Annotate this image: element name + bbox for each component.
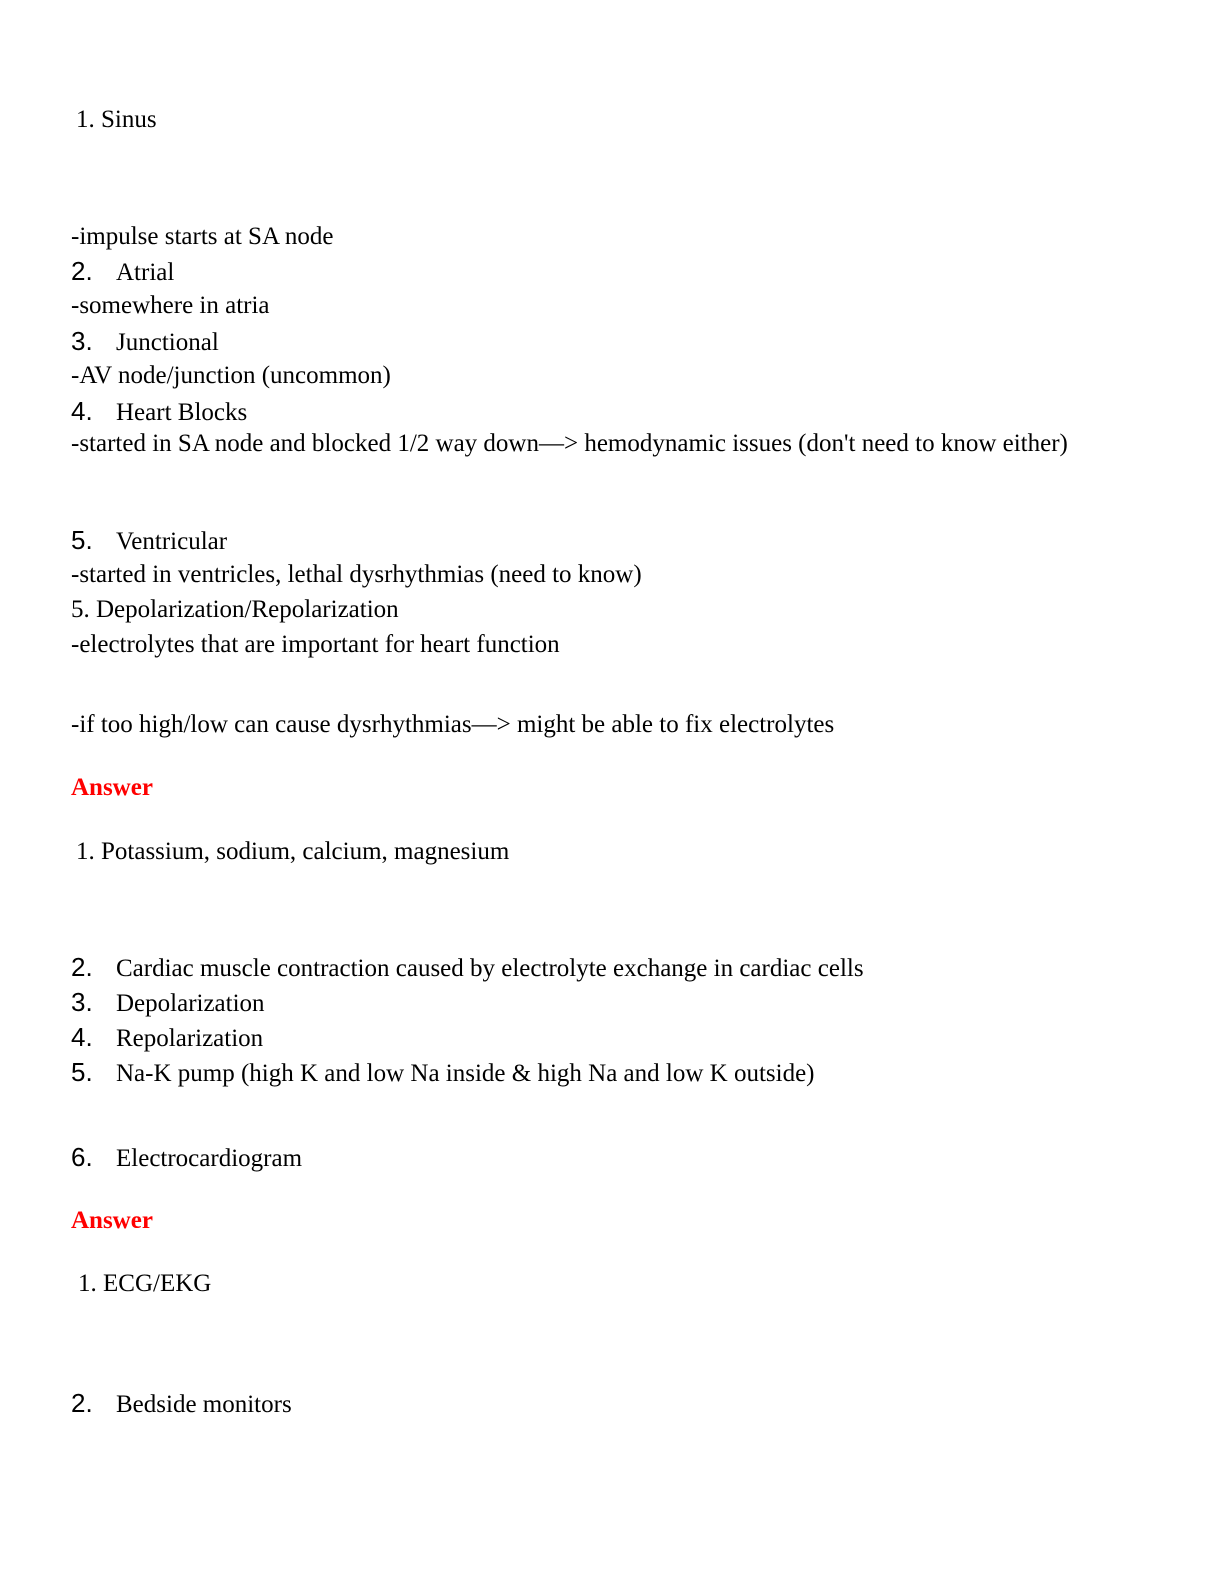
- list-text: Potassium, sodium, calcium, magnesium: [101, 838, 510, 865]
- list-text: Junctional: [116, 329, 219, 356]
- list-number: 5.: [71, 525, 93, 555]
- list-number: 1.: [76, 838, 95, 865]
- list-number: 1.: [76, 106, 95, 133]
- answer-item-electrolytes: [76, 837, 509, 867]
- list-item-heart-blocks: [71, 396, 247, 428]
- list-number: 3.: [71, 326, 93, 356]
- list-number: 1.: [78, 1270, 97, 1297]
- list-number: 6.: [71, 1142, 93, 1172]
- list-number: 3.: [71, 987, 93, 1017]
- list-text: Atrial: [116, 259, 175, 286]
- list-number: 2.: [71, 1388, 93, 1418]
- list-number: 5.: [71, 1057, 93, 1087]
- list-text: Depolarization: [116, 990, 265, 1017]
- note-av-node: -AV node/junction (uncommon): [71, 362, 391, 389]
- note-sa-node: -impulse starts at SA node: [71, 223, 334, 250]
- list-text: ECG/EKG: [103, 1270, 212, 1297]
- list-number: 2.: [71, 256, 93, 286]
- note-atria: -somewhere in atria: [71, 292, 270, 319]
- list-text: Bedside monitors: [116, 1391, 292, 1418]
- list-text: Na-K pump (high K and low Na inside & high Na and low K outside): [116, 1060, 815, 1087]
- answer-item-depolarization: [71, 987, 265, 1019]
- note-dysrhythmias: -if too high/low can cause dysrhythmias—> might be able to fix electrolytes: [71, 711, 835, 738]
- answer-label: Answer: [71, 1207, 153, 1234]
- list-text: Ventricular: [116, 528, 228, 555]
- note-ventricles: -started in ventricles, lethal dysrhythmias (need to know): [71, 561, 642, 588]
- answer-item-bedside-monitors: [71, 1388, 292, 1420]
- note-electrolytes: -electrolytes that are important for heart function: [71, 631, 560, 658]
- list-text: Sinus: [101, 106, 157, 133]
- list-text: Electrocardiogram: [116, 1145, 303, 1172]
- answer-label: Answer: [71, 774, 153, 801]
- answer-item-na-k-pump: [71, 1057, 815, 1089]
- note-heart-blocks: -started in SA node and blocked 1/2 way down—> hemodynamic issues (don't need to know either): [71, 430, 1068, 457]
- list-item-electrocardiogram: [71, 1142, 302, 1174]
- section-heading-depolarization: 5. Depolarization/Repolarization: [71, 596, 399, 623]
- answer-item-contraction: [71, 952, 864, 984]
- list-item-sinus: [76, 105, 157, 135]
- answer-item-repolarization: [71, 1022, 263, 1054]
- list-item-junctional: [71, 326, 219, 358]
- list-item-atrial: [71, 256, 174, 288]
- answer-item-ecg: [78, 1269, 211, 1299]
- list-number: 4.: [71, 1022, 93, 1052]
- list-text: Repolarization: [116, 1025, 264, 1052]
- list-number: 2.: [71, 952, 93, 982]
- list-item-ventricular: [71, 525, 227, 557]
- list-text: Cardiac muscle contraction caused by electrolyte exchange in cardiac cells: [116, 955, 864, 982]
- list-number: 4.: [71, 396, 93, 426]
- list-text: Heart Blocks: [116, 399, 248, 426]
